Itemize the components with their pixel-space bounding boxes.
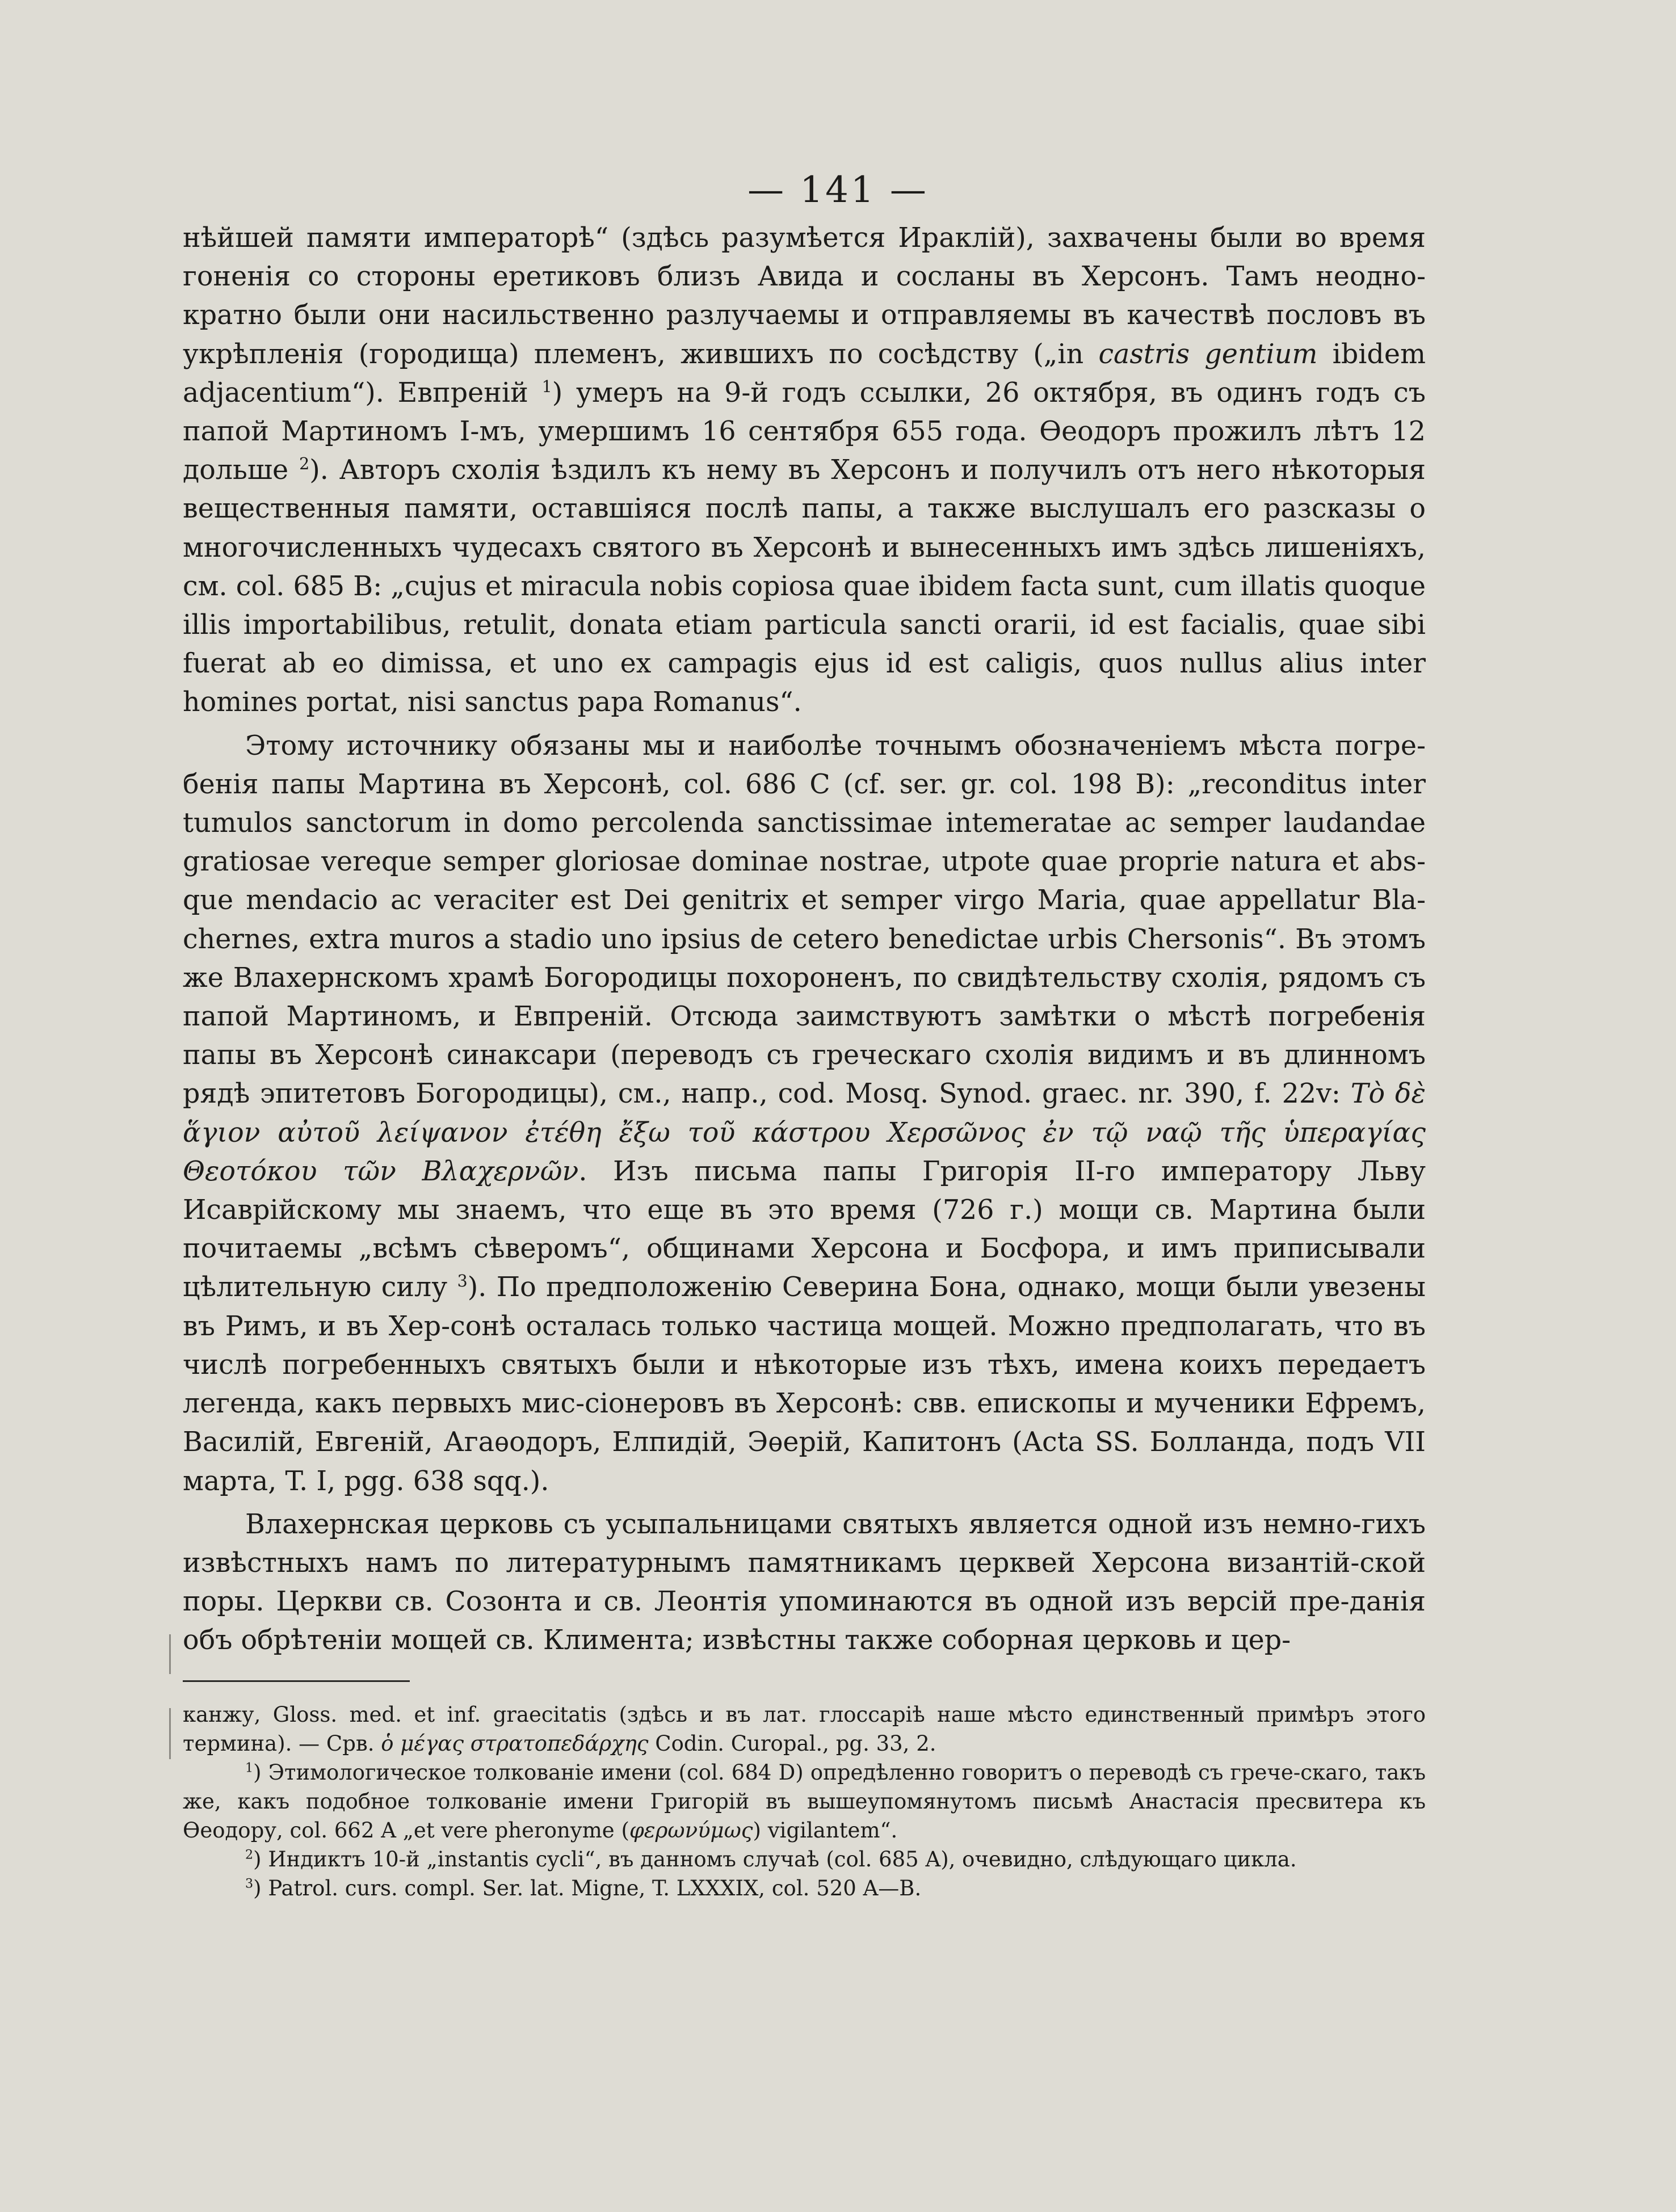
paragraph-2: [183, 727, 1426, 1501]
footnote-text: канжу, Gloss. med. et inf. graecitatis (здѣсь и въ лат. глоссаріѣ наше мѣсто единственный примѣръ этого термина). — Срв.: [183, 1702, 1426, 1756]
footnote-3: [183, 1874, 1426, 1903]
paragraph-1-text: ). Авторъ схолія ѣздилъ къ нему въ Херсонъ и получилъ отъ него нѣкоторыя вещественныя памяти, оставшіяся послѣ папы, а также выслушалъ его разсказы о многочисленныхъ чудесахъ святого въ Херсонѣ и вынесенныхъ имъ здѣсь лишеніяхъ, см. col. 685 B: „cujus et miracula nobis copiosa quae ibidem facta sunt, cum illatis quoque illis importabilibus, retulit, donata etiam particula sancti orarii, id est facialis, quae sibi fuerat ab eo dimissa, et uno ex campagis ejus id est caligis, quos nullus alius inter homines portat, nisi sanctus papa Romanus“.: [183, 455, 1426, 718]
footnote-text: ) Индиктъ 10-й „instantis cycli“, въ данномъ случаѣ (col. 685 A), очевидно, слѣдующаго цикла.: [253, 1847, 1297, 1872]
paragraph-1: [183, 219, 1426, 722]
greek-term: φερωνύμως: [629, 1818, 753, 1843]
paragraph-1-text: ibidem adjacentium“). Евпреній: [183, 338, 1426, 409]
footnote-text: ) Этимологическое толкованіе имени (col. 684 D) опредѣленно говоритъ о переводѣ съ грече-скаго, такъ же, какъ подобное толкованіе имени Григорій въ вышеупомянутомъ письмѣ Анастасія пресвитера къ Ѳеодору, col. 662 A „et vere pheronyme (: [183, 1760, 1426, 1843]
page-number: — 141 —: [747, 169, 929, 211]
greek-quotation: Τὸ δὲ ἅγιον αὐτοῦ λείψανον ἐτέθη ἔξω τοῦ κάστρου Χερσῶνος ἐν τῷ ναῷ τῆς ὑπεραγίας Θεοτόκου τῶν Βλαχερνῶν: [183, 1078, 1426, 1187]
footnote-mark-1: 1: [245, 1760, 254, 1776]
paragraph-1-text: нѣйшей памяти императорѣ“ (здѣсь разумѣется Ираклій), захвачены были во время гоненія со стороны еретиковъ близъ Авида и сосланы въ Херсонъ. Тамъ неодно-кратно были они насильственно разлучаемы и отправляемы въ качествѣ пословъ въ укрѣпленія (городища) племенъ, жившихъ по сосѣдству („in: [183, 222, 1426, 370]
footnote-divider: [183, 1680, 410, 1682]
paragraph-2-text: ). По предположенію Северина Бона, однако, мощи были увезены въ Римъ, и въ Хер-сонѣ осталась только частица мощей. Можно предполагать, что въ числѣ погребенныхъ святыхъ были и нѣкоторые изъ тѣхъ, имена коихъ передаетъ легенда, какъ первыхъ мис-сіонеровъ въ Херсонѣ: свв. епископы и мученики Ефремъ, Василій, Евгеній, Агаѳодоръ, Елпидій, Эѳерій, Капитонъ (Acta SS. Болланда, подъ VII марта, T. I, pgg. 638 sqq.).: [183, 1272, 1426, 1497]
footnote-ref-3: 3: [457, 1272, 468, 1291]
paragraph-1-text: ) умеръ на 9-й годъ ссылки, 26 октября, въ одинъ годъ съ папой Мартиномъ I-мъ, умершимъ 16 сентября 655 года. Ѳеодоръ прожилъ лѣтъ 12 дольше: [183, 377, 1426, 486]
latin-italic-phrase: castris gentium: [1098, 338, 1318, 370]
footnote-text: ) vigilantem“.: [753, 1818, 898, 1843]
footnotes: [183, 1700, 1426, 1903]
footnote-continuation: [183, 1700, 1426, 1758]
margin-mark: [169, 1708, 171, 1759]
footnote-ref-1: 1: [541, 377, 552, 396]
paragraph-3: [183, 1505, 1426, 1660]
footnote-text: ) Patrol. curs. compl. Ser. lat. Migne, T. LXXXIX, col. 520 A—B.: [253, 1876, 922, 1900]
footnote-1: [183, 1758, 1426, 1845]
margin-mark: [169, 1634, 171, 1674]
footnote-text: Codin. Curopal., pg. 33, 2.: [648, 1731, 936, 1756]
paragraph-2-text: . Изъ письма папы Григорія II-го императору Льву Исаврійскому мы знаемъ, что еще въ это время (726 г.) мощи св. Мартина были почитаемы „всѣмъ сѣверомъ“, общинами Херсона и Босфора, и имъ приписывали цѣлительную силу: [183, 1155, 1426, 1303]
footnote-2: [183, 1845, 1426, 1874]
body-text: [183, 219, 1426, 1660]
footnote-mark-3: 3: [245, 1876, 254, 1891]
footnote-ref-2: 2: [299, 455, 310, 474]
greek-term: ὁ μέγας στρατοπεδάρχης: [381, 1731, 649, 1756]
paragraph-2-text: Этому источнику обязаны мы и наиболѣе точнымъ обозначеніемъ мѣста погре-бенія папы Мартина въ Херсонѣ, col. 686 C (cf. ser. gr. col. 198 B): „reconditus inter tumulos sanctorum in domo percolenda sanctissimae intemeratae ac semper laudandae gratiosae vereque semper gloriosae dominae nostrae, utpote quae proprie natura et abs-que mendacio ac veraciter est Dei genitrix et semper virgo Maria, quae appellatur Bla-chernes, extra muros a stadio uno ipsius de cetero benedictae urbis Chersonis“. Въ этомъ же Влахернскомъ храмѣ Богородицы похороненъ, по свидѣтельству схолія, рядомъ съ папой Мартиномъ, и Евпреній. Отсюда заимствуютъ замѣтки о мѣстѣ погребенія папы въ Херсонѣ синаксари (переводъ съ греческаго схолія видимъ и въ длинномъ рядѣ эпитетовъ Богородицы), см., напр., cod. Mosq. Synod. graec. nr. 390, f. 22v:: [183, 730, 1426, 1110]
paragraph-3-text: Влахернская церковь съ усыпальницами святыхъ является одной изъ немно-гихъ извѣстныхъ намъ по литературнымъ памятникамъ церквей Херсона византій-ской поры. Церкви св. Созонта и св. Леонтія упоминаются въ одной изъ версій пре-данія объ обрѣтеніи мощей св. Климента; извѣстны также соборная церковь и цер-: [183, 1508, 1426, 1656]
footnote-mark-2: 2: [245, 1847, 254, 1862]
